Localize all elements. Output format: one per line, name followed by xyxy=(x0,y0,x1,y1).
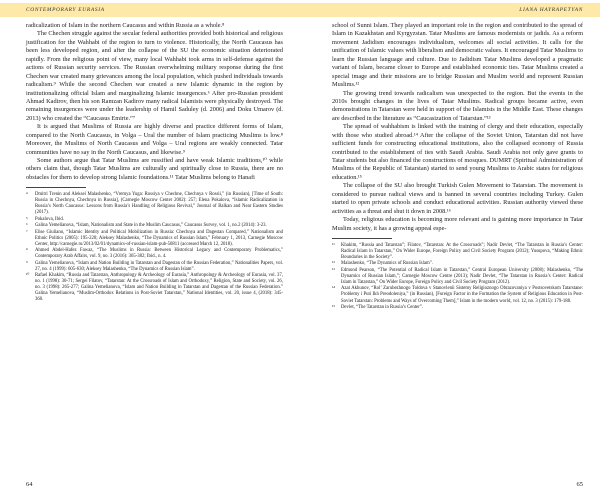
footnote: ¹⁵ Devlet, “The Tatarstan in Russia’s Center”. xyxy=(332,304,424,310)
paragraph: It is argued that Muslims of Russia are highly diverse and practice different forms of Islam, compared to the North Caucasus, in Volga – Ural the number of Islam practicing Muslims is low.⁸ Moreover, the Muslims of North Caucasus and Volga – Ural regions are weakly connected. Tatar communities have no say in the North Caucasus, and likewise.⁹ xyxy=(26,123,283,156)
footnote: ⁸ Ahmed Abdel-Hafez Fawaz, “The Muslims in Russia: Between Historical Legacy and Contemporary Problematics,” Contemporary Arab Affairs, vol. 9, no. 3 (2016): 365-382; Ibid., n. 4. xyxy=(26,248,283,260)
running-header-left: CONTEMPORARY EURASIA xyxy=(0,3,300,17)
page-number: 65 xyxy=(576,481,583,488)
paragraph: Some authors argue that Tatar Muslims are russified and have weak Islamic traditions,¹⁰ while others claim that, though Tatar Muslims are culturally and spiritually close to Russia, there are no obstacles for them to develop strong Islamic foundations.¹¹ Tatar Muslims belong to Hanafi xyxy=(26,157,283,181)
footnote-rule xyxy=(332,238,392,239)
paragraph: The Chechen struggle against the secular federal authorities provided both historical and religious justification for the Wahhabi of the region to turn to violence. Historically, the North Caucasus has been less developed region, and after the collapse of the SU the economic situation deteriorated rapidly. From the religious point of view, many local Wahhabi took arms in self-defense against the actions of Russian security services. The Russian overwhelming military response during the first Chechen war created many grievances among the local population, which pushed individuals towards radicalism.⁹ While the second Chechen war created a new Islamic dynamic in the region by institutionalizing official Islam and marginalizing Islamic insurgences.⁶ After pro-Russian president Ahmad Kadirov, then his son Ramzan Kadirov many radical Islamists were physically destroyed. The remaining insurgences were under the leadership of Hamil Saduley (d. 2006) and Doku Umarov (d. 2013) who created the “Caucasus Emirte.”⁷ xyxy=(26,30,283,122)
footnote: ¹¹ Khakim, “Russia and Tatarstan”; Filatov, “Tatarstan: At the Crossroads”; Nadir Devlet, “The Tatarstan in Russia’s Center: Radical Islam in Tatarstan,” On Wider Europe, Foreign Policy and Civil Society Program (2012); Yusupova, “Making Ethnic Boundaries in the Society”. xyxy=(332,242,583,261)
footnote-rule xyxy=(26,187,86,188)
footnotes xyxy=(26,192,283,303)
paragraph: Today, religious education is becoming more relevant and is gaining more importance in Tatar Muslim society, it has a growing appeal espe- xyxy=(332,216,583,232)
footnote: ⁶ Galina Yemelianova, “Islam, Nationalism and State in the Muslim Caucasus,” Caucasus Survey, vol. 1, no.2 (2014): 3-23. xyxy=(26,223,267,229)
paragraph: The collapse of the SU also brought Turkish Gulen Movement to Tatarstan. The movement is considered to pursue radical views and is banned in several countries including Turkey. Gulen started to open private schools and conduct educational activities. Russian authority viewed these activities as a threat and shut it down in 2008.¹⁶ xyxy=(332,182,583,215)
paragraph: radicalization of Islam in the northern Caucasus and within Russia as a whole.⁸ xyxy=(26,22,225,29)
right-page xyxy=(300,0,600,499)
right-body xyxy=(332,22,583,311)
paragraph: The spread of wahhabism is linked with the training of clergy and their education, especially with those who studied abroad.¹⁴ After the collapse of the Soviet Union, Tatarstan did not have sufficient funds for constructing educational institutions, also the collapsed economy of Russia contributed to the establishment of ties with Saudi Arabia. Saudi Arabia not only gave grants to Tatar students but also financed the constructions of mosques. DUMRT (Spiritual Administration of Muslims of the Republic of Tatarstan) started to send young Muslims to Arabic states for religious education.¹⁵ xyxy=(332,123,583,181)
footnote: ¹⁴ Azat Akhunov, “Rol’ Zarubezhnogo Toldova v Stanovlenii Sistemy Religioznogo Obrazovaniya v Postsovetskom Tatarstane: Problemy i Puti Ikh Preodoleniya,” (in Russian), [Foreign Factor in the Formation the System of Religious Education in Post-Soviet Tatarstan: Problems and Ways of Overcoming Them],” Islam in the modern world, vol. 12, no. 3 (2015): 179-188. xyxy=(332,286,583,304)
left-body xyxy=(26,22,283,304)
footnote: ⁴ Dmitri Trenin and Aleksei Malashenko, “Vremya Yuga: Rossiya v Chechne, Chechnya v Rossii,” (in Russian), [Time of South: Russia in Chechnya, Chechnya in Russia], (Carnegie Moscow Center 2002): 257; Elena Pokalova, “Islamic Radicalization in Russia’s North Caucasus: Lessons from Russia’s Handling of Religious Revival,” Journal of Balkan and Near Eastern Studies (2017). xyxy=(26,192,283,216)
paragraph: school of Sunni Islam. They played an important role in the region and contributed to the spread of Islam in Kazakhstan and Kyrgyzstan. Tatar Muslims are famous modernists or jadids. As a reform movement Jadidism encourages individualism, welcomes all social activities. It calls for the unification of Islamic values with liberalism and democratic values. It encouraged Tatar Muslims to learn the Russian language and culture. Due to Jadidism Tatar Muslims developed a pragmatic variant of Islam, became closer to Europe and established economic ties. Tatar Muslims created a special image and their missions are to bridge Russian and Muslim world and represent Russian Muslims.¹² xyxy=(332,22,583,89)
footnotes xyxy=(332,243,583,311)
footnote: ¹² Malashenko, “The Dynamics of Russian Islam”. xyxy=(332,261,433,267)
page-number: 64 xyxy=(26,481,33,488)
footnote: ⁷ Elise Giuliano, “Islamic Identity and Political Mobilization in Russia: Chechnya and Dagestan Compared,” Nationalism and Ethnic Politics (2005): 195-220; Aleksey Malashenko, “The Dynamics of Russian Islam,” February 1, 2013, Carnegie Moscow Center, http://carnegie.ru/2013/02/01/dynamics-of-russian-islam-pub-50811 (accessed March 12, 2018). xyxy=(26,229,283,247)
running-header-right: LIANA HAYRAPETYAN xyxy=(300,3,600,17)
footnote: ⁹ Galina Yemelianova, “Islam and Nation Building in Tatarstan and Dagestan of the Russian Federation,” Nationalities Papers, vol. 27, no. 4 (1999): 605-630; Aleksey Malashenko, “The Dynamics of Russian Islam”. xyxy=(26,260,283,272)
footnote: ¹³ Edmond Pearson, “The Potential of Radical Islam in Tatarstan,” Central European University (2008); Malashenko, “The Dynamics of Russian Islam,”; Carnegie Moscow Centre (2013); Nadir Devlet, “The Tatarstan in Russia’s Center: Radical Islam in Tatarstan,” On Wider Europe, Foreign Policy and Civil Society Program (2012). xyxy=(332,267,583,285)
footnote: ¹⁰ Rafael Khakim, “Russia and Tatarstan, Anthropology & Archeology of Eurasia,” Anthropology & Archeology of Eurasia, vol. 37, no. 1 (1998): 30-71; Sergei Filatov, “Tatarstan: At the Crossroads of Islam and Orthodoxy,” Religion, State and Society, vol. 26, no. 3 (1998): 265-277; Galina Yemelianova, “Islam and Nation Building in Tatarstan and Dagestan of the Russian Federation.” Galina Yemelianova, “Muslim-Orthodox Relations in Post-Soviet Tatarstan,” National Identities, vol. 20, issue 4, (2018): 345-360. xyxy=(26,273,283,303)
footnote: ⁵ Pokalova, Ibid. xyxy=(26,216,64,222)
paragraph: The growing trend towards radicalism was unexpected to the region. But the events in the 2010s brought changes in the lives of Tatar Muslims. Radical groups became active, even demonstrations in Tatarstan were held in support of the Islamists in the Middle East. These changes are described in the literature as “Caucasization of Tatarstan.”¹³ xyxy=(332,89,583,122)
